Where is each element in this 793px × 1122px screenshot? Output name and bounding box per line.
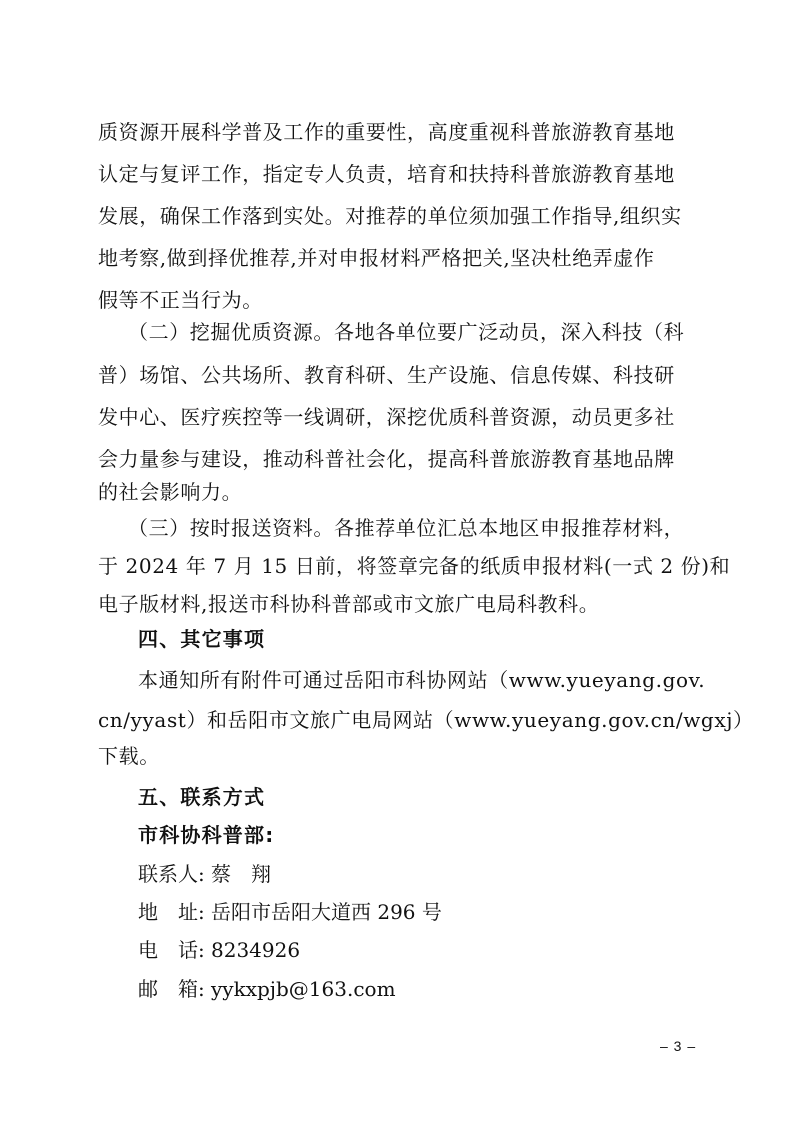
contact-address-value: 岳阳市岳阳大道西 296 号	[211, 900, 442, 924]
paragraph-1-line-4: 地考察,做到择优推荐,并对申报材料严格把关,坚决杜绝弄虚作	[98, 246, 655, 270]
contact-phone-label: 电 话:	[138, 938, 205, 962]
section-4-line-1: 本通知所有附件可通过岳阳市科协网站（www.yueyang.gov.	[138, 668, 706, 692]
paragraph-2-line-1: （二）挖掘优质资源。各地各单位要广泛动员，深入科技（科	[128, 320, 685, 344]
paragraph-3-line-3: 电子版材料,报送市科协科普部或市文旅广电局科教科。	[98, 592, 600, 616]
section-5-heading: 五、联系方式	[138, 785, 266, 809]
contact-email-value: yykxpjb@163.com	[211, 977, 396, 1001]
paragraph-1-line-5: 假等不正当行为。	[98, 288, 263, 312]
contact-email-label: 邮 箱:	[138, 977, 205, 1001]
section-4-heading: 四、其它事项	[138, 627, 266, 651]
contact-address-label: 地 址:	[138, 900, 205, 924]
paragraph-3-line-1: （三）按时报送资料。各推荐单位汇总本地区申报推荐材料，	[128, 516, 685, 540]
paragraph-2-line-5: 的社会影响力。	[98, 480, 243, 504]
paragraph-2-line-4: 会力量参与建设，推动科普社会化，提高科普旅游教育基地品牌	[98, 447, 675, 471]
page-number: – 3 –	[660, 1038, 697, 1054]
contact-organization: 市科协科普部:	[138, 823, 275, 847]
contact-email-row	[138, 975, 396, 1003]
contact-person-label: 联系人:	[138, 862, 205, 886]
section-4-line-3: 下载。	[98, 744, 160, 768]
paragraph-1-line-1: 质资源开展科学普及工作的重要性，高度重视科普旅游教育基地	[98, 120, 675, 144]
paragraph-1-line-2: 认定与复评工作，指定专人负责，培育和扶持科普旅游教育基地	[98, 162, 675, 186]
paragraph-2-line-3: 发中心、医疗疾控等一线调研，深挖优质科普资源，动员更多社	[98, 405, 675, 429]
paragraph-2-line-2: 普）场馆、公共场所、教育科研、生产设施、信息传媒、科技研	[98, 363, 675, 387]
contact-person-row	[138, 860, 271, 888]
contact-phone-row	[138, 936, 300, 964]
paragraph-3-line-2: 于 2024 年 7 月 15 日前，将签章完备的纸质申报材料(一式 2 份)和	[98, 554, 731, 578]
section-4-line-2: cn/yyast）和岳阳市文旅广电局网站（www.yueyang.gov.cn/wgxj）	[98, 708, 754, 732]
contact-phone-value: 8234926	[211, 938, 301, 962]
contact-person-value: 蔡 翔	[211, 862, 271, 886]
paragraph-1-line-3: 发展，确保工作落到实处。对推荐的单位须加强工作指导,组织实	[98, 204, 682, 228]
contact-address-row	[138, 898, 442, 926]
